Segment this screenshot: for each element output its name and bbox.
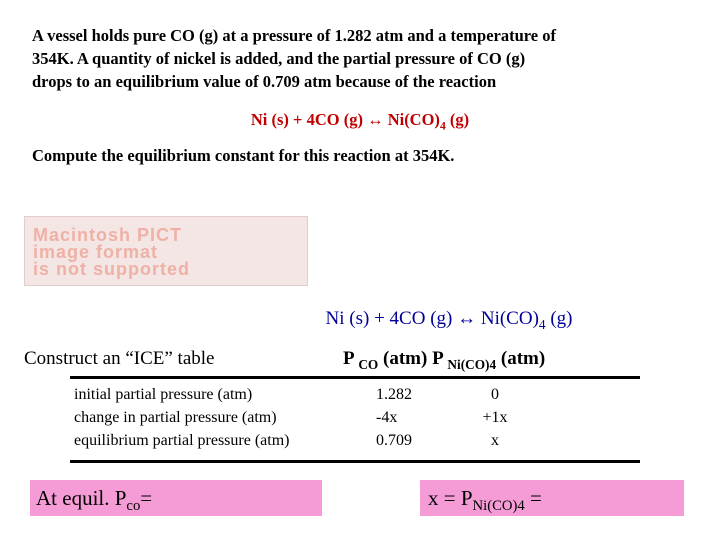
reaction-equation (0, 110, 720, 132)
table-top-rule (70, 376, 640, 379)
cell-ni-initial: 0 (491, 386, 499, 403)
reaction-left: Ni (s) + 4CO (g) ↔ Ni(CO) (250, 110, 440, 129)
header-co-sub: CO (358, 356, 379, 372)
reaction-equation-repeat (0, 308, 720, 333)
problem-statement (32, 24, 692, 93)
x-equals-tail: = (524, 486, 542, 510)
header-ni-unit: (atm) (496, 348, 546, 369)
x-equals-main: x = P (428, 486, 473, 510)
reaction-blue-subscript: 4 (538, 316, 546, 332)
equil-pco-box (30, 480, 322, 516)
problem-line-3: drops to an equilibrium value of 0.709 atm because of the reaction (32, 72, 497, 91)
row-label-change: change in partial pressure (atm) (74, 409, 277, 426)
ice-table-title: Construct an “ICE” table (24, 348, 215, 369)
equil-pco-main: At equil. P (36, 486, 127, 510)
cell-co-initial: 1.282 (376, 386, 412, 403)
header-co-unit: (atm) P (378, 348, 448, 369)
reaction-blue-left: Ni (s) + 4CO (g) ↔ Ni(CO) (325, 308, 539, 329)
problem-line-1: A vessel holds pure CO (g) at a pressure of 1.282 atm and a temperature of (32, 26, 557, 45)
reaction-right: (g) (445, 110, 470, 129)
problem-line-2: 354K. A quantity of nickel is added, and the partial pressure of CO (g) (32, 49, 526, 68)
compute-instruction: Compute the equilibrium constant for this reaction at 354K. (32, 146, 455, 165)
pict-line-2: image format (33, 242, 159, 262)
cell-ni-equilibrium: x (491, 432, 499, 449)
equil-pco-sub: co (126, 498, 141, 515)
table-bottom-rule (70, 460, 640, 463)
cell-co-change: -4x (376, 409, 398, 426)
reaction-blue-right: (g) (545, 308, 573, 329)
pict-line-3: is not supported (33, 259, 190, 279)
ice-column-headers (343, 348, 545, 373)
pict-line-1: Macintosh PICT (33, 225, 183, 245)
reaction-subscript: 4 (439, 120, 446, 133)
header-ni-sub: Ni(CO)4 (447, 356, 497, 372)
cell-co-equilibrium: 0.709 (376, 432, 412, 449)
x-equals-box (420, 480, 684, 516)
row-label-equilibrium: equilibrium partial pressure (atm) (74, 432, 290, 449)
cell-ni-change: +1x (482, 409, 508, 426)
row-label-initial: initial partial pressure (atm) (74, 386, 253, 403)
x-equals-sub: Ni(CO)4 (472, 498, 525, 515)
unsupported-image-placeholder (24, 216, 308, 286)
header-p-co: P (343, 348, 359, 369)
equil-pco-tail: = (140, 486, 153, 510)
